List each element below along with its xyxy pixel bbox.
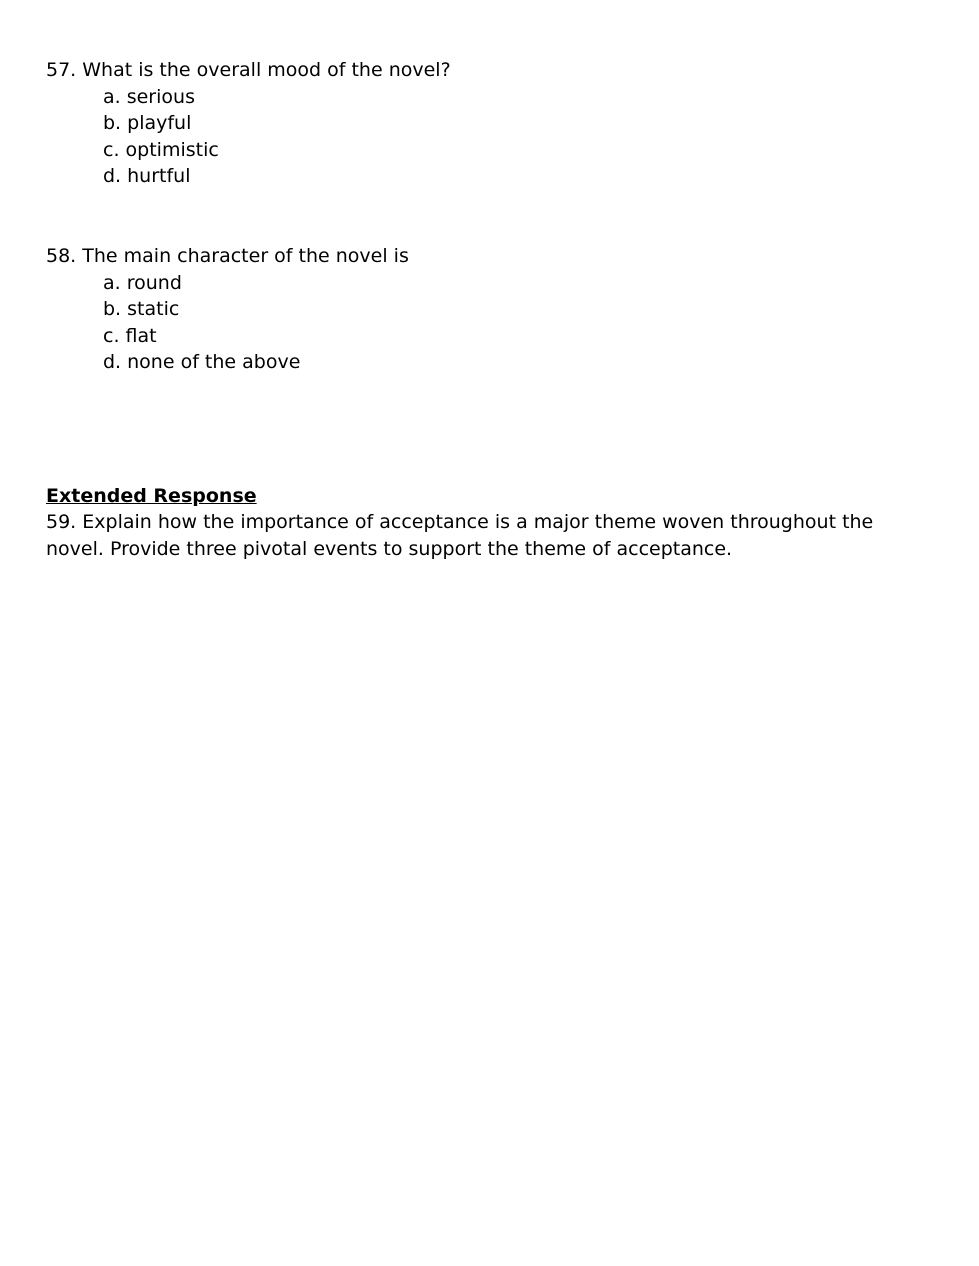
- question-57-option-a: a. serious: [103, 86, 195, 108]
- question-57-option-d: d. hurtful: [103, 165, 191, 187]
- question-57-prompt: 57. What is the overall mood of the novel?: [46, 59, 451, 81]
- question-57-option-c: c. optimistic: [103, 139, 219, 161]
- question-57-option-b: b. playful: [103, 112, 192, 134]
- extended-response-heading: Extended Response: [46, 485, 257, 507]
- question-58-option-b: b. static: [103, 298, 180, 320]
- question-58-prompt: 58. The main character of the novel is: [46, 245, 409, 267]
- question-58-option-a: a. round: [103, 272, 182, 294]
- question-59-prompt: 59. Explain how the importance of acceptance is a major theme woven throughout the novel. Provide three pivotal events to support the theme of acceptance.: [46, 511, 874, 560]
- question-58-option-d: d. none of the above: [103, 351, 301, 373]
- question-58-option-c: c. flat: [103, 325, 157, 347]
